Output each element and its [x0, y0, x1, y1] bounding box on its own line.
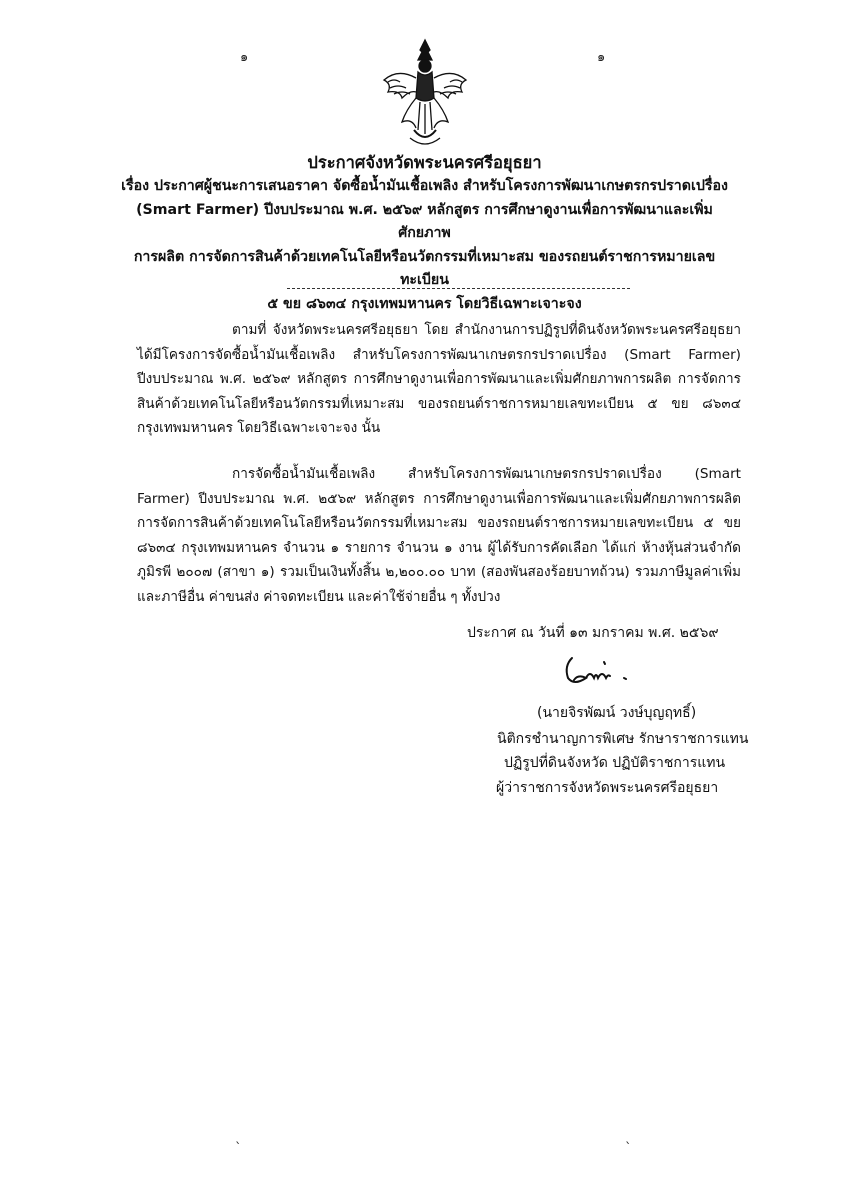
subject-line: เรื่อง ประกาศผู้ชนะการเสนอราคา จัดซื้อน้ำมันเชื้อเพลิง สำหรับโครงการพัฒนาเกษตรกรปราดเปรื่อง	[121, 178, 728, 194]
page-mark-left: ๑	[240, 50, 249, 65]
signatory-position-1: นิติกรชำนาญการพิเศษ รักษาราชการแทน	[497, 731, 749, 747]
signatory-position-3: ผู้ว่าราชการจังหวัดพระนครศรีอยุธยา	[496, 780, 719, 796]
signatory-position-2: ปฏิรูปที่ดินจังหวัด ปฏิบัติราชการแทน	[504, 755, 726, 771]
announcement-title: ประกาศจังหวัดพระนครศรีอยุธยา	[307, 153, 542, 172]
paragraph-2-text: การจัดซื้อน้ำมันเชื้อเพลิง สำหรับโครงการพัฒนาเกษตรกรปราดเปรื่อง (Smart Farmer) ปีงบประมาณ พ.ศ. ๒๕๖๙ หลักสูตร การศึกษาดูงานเพื่อการพัฒนาและเพิ่มศักยภาพการผลิต การจัดการสินค้าด้วยเทคโนโลยีหรือนวัตกรรมที่เหมาะสม ของรถยนต์ราชการหมายเลขทะเบียน ๕ ขย ๘๖๓๔ กรุงเทพมหานคร จำนวน ๑ รายการ จำนวน ๑ งาน ผู้ได้รับการคัดเลือก ได้แก่ ห้างหุ้นส่วนจำกัด ภูมิรพี ๒๐๐๗ (สาขา ๑) รวมเป็นเงินทั้งสิ้น ๒,๒๐๐.๐๐ บาท (สองพันสองร้อยบาทถ้วน) รวมภาษีมูลค่าเพิ่มและภาษีอื่น ค่าขนส่ง ค่าจดทะเบียน และค่าใช้จ่ายอื่น ๆ ทั้งปวง	[137, 466, 741, 605]
dashed-divider	[287, 288, 630, 289]
body-paragraph-2	[137, 462, 741, 609]
footer-mark-left: ˎ	[235, 1130, 242, 1145]
page-mark-right: ๑	[597, 50, 606, 65]
body-paragraph-1	[137, 318, 741, 441]
signatory-name: (นายจิรพัฒน์ วงษ์บุญฤทธิ์)	[537, 705, 697, 721]
announcement-date: ประกาศ ณ วันที่ ๑๓ มกราคม พ.ศ. ๒๕๖๙	[467, 625, 719, 641]
garuda-emblem-icon	[380, 38, 470, 150]
footer-mark-right: ˎ	[625, 1130, 632, 1145]
subject-line: (Smart Farmer) ปีงบประมาณ พ.ศ. ๒๕๖๙ หลักสูตร การศึกษาดูงานเพื่อการพัฒนาและเพิ่มศักยภาพ	[136, 201, 713, 241]
subject-line: การผลิต การจัดการสินค้าด้วยเทคโนโลยีหรือนวัตกรรมที่เหมาะสม ของรถยนต์ราชการหมายเลขทะเบียน	[133, 248, 716, 288]
handwritten-signature-icon	[560, 652, 635, 692]
paragraph-1-text: ตามที่ จังหวัดพระนครศรีอยุธยา โดย สำนักงานการปฏิรูปที่ดินจังหวัดพระนครศรีอยุธยา ได้มีโครงการจัดซื้อน้ำมันเชื้อเพลิง สำหรับโครงการพัฒนาเกษตรกรปราดเปรื่อง (Smart Farmer) ปีงบประมาณ พ.ศ. ๒๕๖๙ หลักสูตร การศึกษาดูงานเพื่อการพัฒนาและเพิ่มศักยภาพการผลิต การจัดการสินค้าด้วยเทคโนโลยีหรือนวัตกรรมที่เหมาะสม ของรถยนต์ราชการหมายเลขทะเบียน ๕ ขย ๘๖๓๔ กรุงเทพมหานคร โดยวิธีเฉพาะเจาะจง นั้น	[137, 322, 741, 436]
announcement-subject	[112, 175, 737, 316]
subject-line: ๕ ขย ๘๖๓๔ กรุงเทพมหานคร โดยวิธีเฉพาะเจาะจง	[267, 295, 582, 312]
